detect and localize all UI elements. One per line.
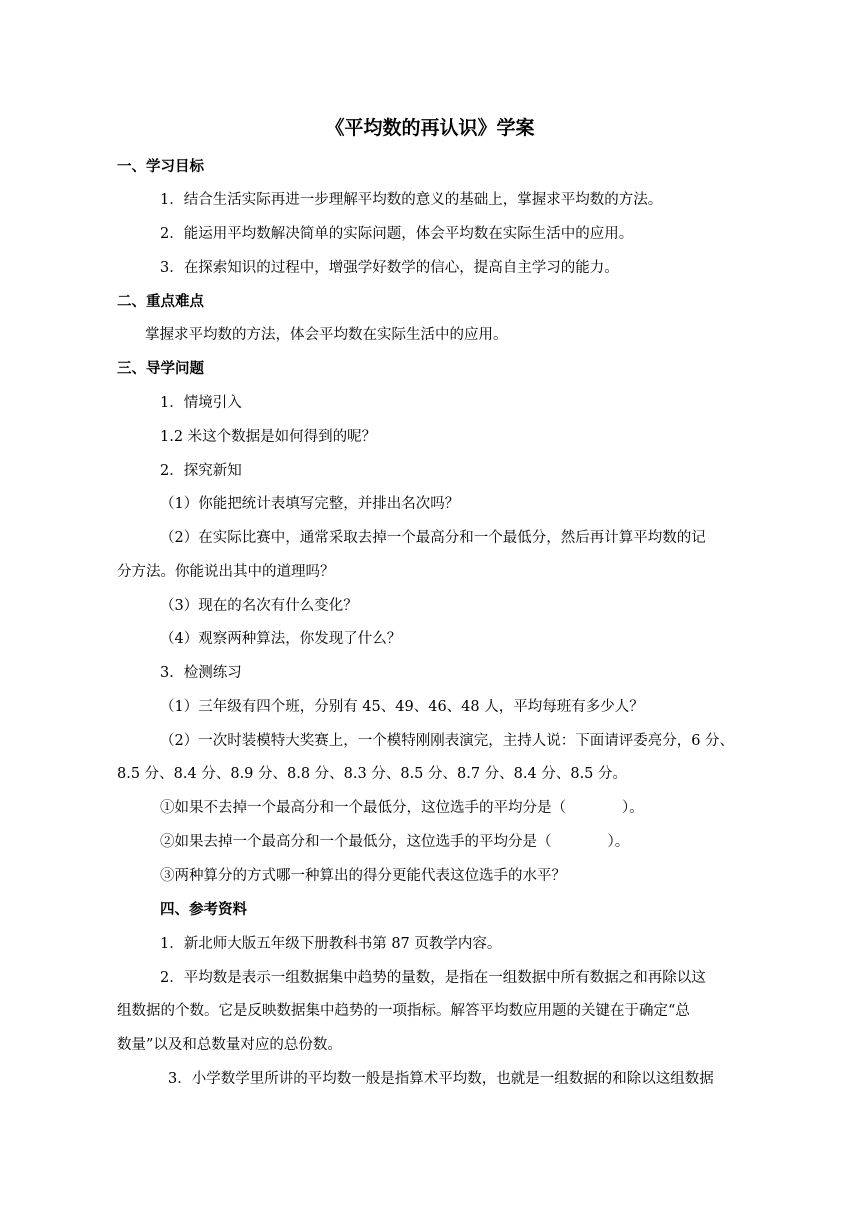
- question-2-text: ②如果去掉一个最高分和一个最低分，这位选手的平均分是（: [160, 834, 552, 850]
- guide-line-8: （4）观察两种算法，你发现了什么？: [160, 631, 402, 647]
- question-3: ③两种算分的方式哪一种算出的得分更能代表这位选手的水平？: [160, 868, 566, 884]
- reference-line-4: 数量”以及和总数量对应的总份数。: [117, 1037, 342, 1053]
- guide-line-10: （1）三年级有四个班，分别有 45、49、46、48 人，平均每班有多少人？: [160, 699, 644, 715]
- guide-line-3: 2．探究新知: [160, 463, 242, 479]
- guide-line-4: （1）你能把统计表填写完整，并排出名次吗？: [160, 496, 460, 512]
- section-heading-references: 四、参考资料: [160, 901, 247, 918]
- question-2-close: ）。: [607, 834, 630, 850]
- question-1: [160, 798, 644, 818]
- reference-line-3: 组数据的个数。它是反映数据集中趋势的一项指标。解答平均数应用题的关键在于确定“总: [117, 1003, 690, 1019]
- question-2: [160, 832, 629, 852]
- goal-item-2: 2．能运用平均数解决简单的实际问题，体会平均数在实际生活中的应用。: [160, 226, 634, 242]
- reference-line-5: 3．小学数学里所讲的平均数一般是指算术平均数，也就是一组数据的和除以这组数据: [168, 1071, 714, 1087]
- key-points-text: 掌握求平均数的方法，体会平均数在实际生活中的应用。: [145, 327, 508, 343]
- question-1-text: ①如果不去掉一个最高分和一个最低分，这位选手的平均分是（: [160, 800, 566, 816]
- guide-line-11: （2）一次时装模特大奖赛上，一个模特刚刚表演完，主持人说：下面请评委亮分，6 分、: [160, 733, 735, 749]
- section-heading-key-points: 二、重点难点: [117, 293, 204, 310]
- reference-line-1: 1．新北师大版五年级下册教科书第 87 页教学内容。: [160, 936, 502, 952]
- guide-line-5: （2）在实际比赛中，通常采取去掉一个最高分和一个最低分，然后再计算平均数的记: [160, 530, 706, 546]
- section-heading-goals: 一、学习目标: [117, 158, 204, 175]
- guide-line-1: 1．情境引入: [160, 395, 242, 411]
- document-title: 《平均数的再认识》学案: [325, 117, 535, 139]
- guide-line-12: 8.5 分、8.4 分、8.9 分、8.8 分、8.3 分、8.5 分、8.7 分、8.4 分、8.5 分。: [117, 766, 628, 782]
- guide-line-2: 1.2 米这个数据是如何得到的呢？: [160, 429, 377, 445]
- section-heading-guide-questions: 三、导学问题: [117, 360, 204, 377]
- goal-item-3: 3．在探索知识的过程中，增强学好数学的信心，提高自主学习的能力。: [160, 260, 619, 276]
- reference-line-2: 2．平均数是表示一组数据集中趋势的量数，是指在一组数据中所有数据之和再除以这: [160, 970, 706, 986]
- guide-line-7: （3）现在的名次有什么变化？: [160, 598, 358, 614]
- guide-line-6: 分方法。你能说出其中的道理吗？: [117, 564, 335, 580]
- goal-item-1: 1．结合生活实际再进一步理解平均数的意义的基础上，掌握求平均数的方法。: [160, 192, 663, 208]
- guide-line-9: 3．检测练习: [160, 665, 242, 681]
- question-1-close: ）。: [622, 800, 644, 816]
